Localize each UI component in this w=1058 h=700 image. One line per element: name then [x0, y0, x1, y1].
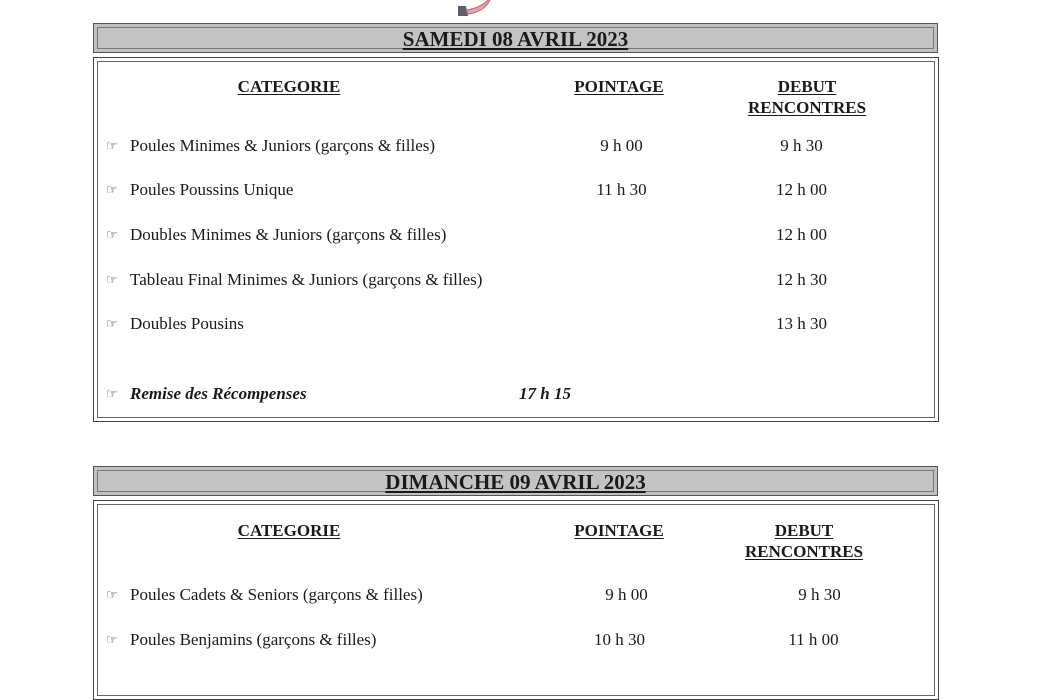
- pointing-hand-icon: ☞: [106, 316, 118, 331]
- checkin-header: POINTAGE: [574, 77, 664, 96]
- row-start-time: 11 h 00: [788, 630, 839, 649]
- row-start-time: 9 h 30: [780, 136, 823, 155]
- row-start-time: 12 h 00: [776, 225, 827, 244]
- row-category: Poules Cadets & Seniors (garçons & filles): [130, 585, 423, 604]
- table-row: [94, 135, 938, 157]
- row-category: Poules Minimes & Juniors (garçons & filles): [130, 136, 436, 155]
- pointing-hand-icon: ☞: [106, 227, 118, 242]
- category-header: CATEGORIE: [237, 521, 341, 540]
- saturday-title: SAMEDI 08 AVRIL 2023: [402, 27, 629, 51]
- sunday-schedule-panel: [93, 500, 939, 700]
- pointing-hand-icon: ☞: [106, 386, 118, 401]
- row-category: Tableau Final Minimes & Juniors (garçons & filles): [130, 270, 483, 289]
- saturday-schedule-panel: [93, 57, 939, 422]
- row-start-time: 13 h 30: [776, 314, 827, 333]
- category-header: CATEGORIE: [237, 77, 341, 96]
- saturday-banner: [93, 23, 938, 53]
- table-row: [94, 313, 938, 335]
- row-checkin-time: 9 h 00: [600, 136, 643, 155]
- pointing-hand-icon: ☞: [106, 182, 118, 197]
- table-row: [94, 224, 938, 246]
- start-header-line2: RENCONTRES: [744, 542, 864, 561]
- pointing-hand-icon: ☞: [106, 138, 118, 153]
- row-start-time: 12 h 00: [776, 180, 827, 199]
- checkin-header: POINTAGE: [574, 521, 664, 540]
- start-header-line1: DEBUT: [774, 521, 834, 540]
- illustration-fragment: [456, 0, 490, 16]
- pointing-hand-icon: ☞: [106, 272, 118, 287]
- awards-row: [106, 383, 307, 405]
- pointing-hand-icon: ☞: [106, 632, 118, 647]
- table-row: [94, 179, 938, 201]
- row-start-time: 9 h 30: [798, 585, 841, 604]
- table-row: [94, 584, 938, 606]
- awards-time: 17 h 15: [519, 384, 571, 403]
- table-row: [94, 629, 938, 651]
- row-checkin-time: 10 h 30: [594, 630, 645, 649]
- row-checkin-time: 11 h 30: [596, 180, 647, 199]
- row-category: Poules Poussins Unique: [130, 180, 294, 199]
- start-header: [722, 76, 892, 118]
- start-header-line1: DEBUT: [777, 77, 837, 96]
- awards-label: Remise des Récompenses: [130, 384, 307, 403]
- row-checkin-time: 9 h 00: [605, 585, 648, 604]
- start-header: [716, 520, 892, 562]
- start-header-line2: RENCONTRES: [747, 98, 867, 117]
- row-category: Doubles Minimes & Juniors (garçons & filles): [130, 225, 447, 244]
- row-start-time: 12 h 30: [776, 270, 827, 289]
- sunday-title: DIMANCHE 09 AVRIL 2023: [385, 470, 646, 494]
- row-category: Poules Benjamins (garçons & filles): [130, 630, 377, 649]
- sunday-banner: [93, 466, 938, 496]
- pointing-hand-icon: ☞: [106, 587, 118, 602]
- row-category: Doubles Pousins: [130, 314, 244, 333]
- table-row: [94, 269, 938, 291]
